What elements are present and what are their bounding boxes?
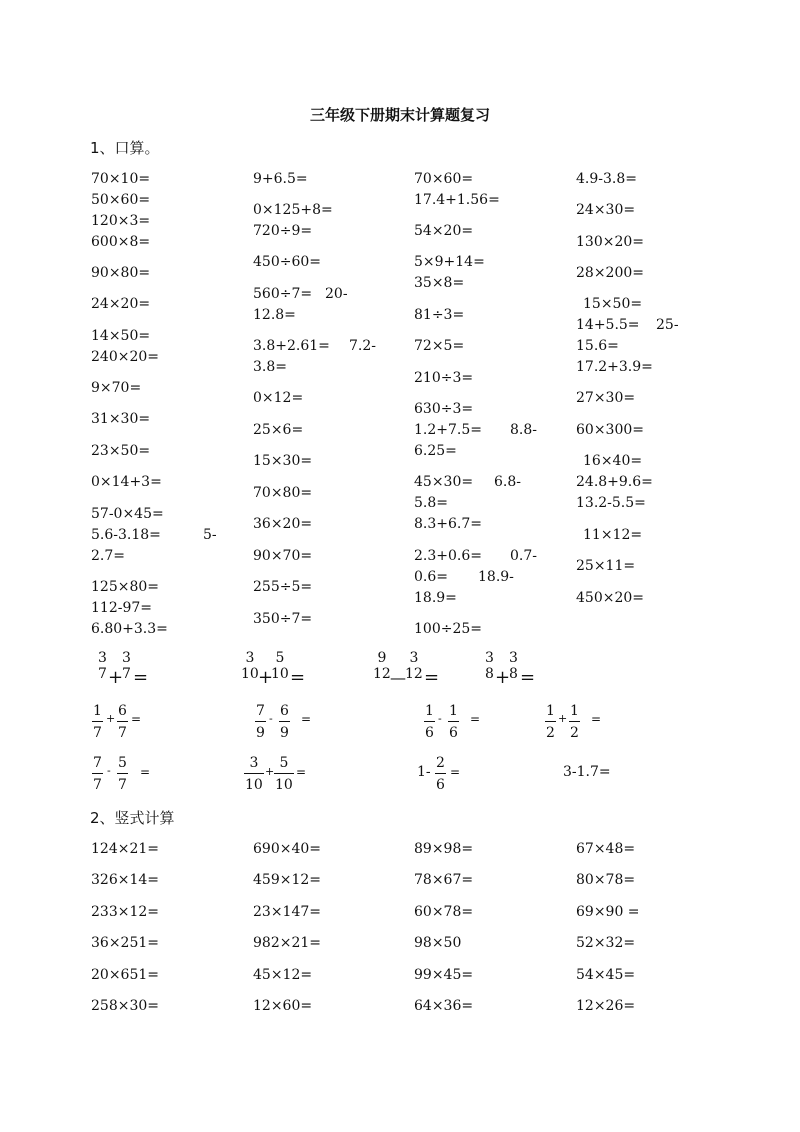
numerator: 7 [256,703,265,719]
problem: 67×48= [576,841,636,857]
problem: 31×30= [91,411,151,427]
operator: + [258,667,274,688]
denominator: 7 [93,777,102,793]
denominator: 9 [280,725,289,741]
problem: 112-97= [91,600,152,616]
denominator: 8 [509,666,518,682]
problem: 17.2+3.9= [576,359,653,375]
operator: + [265,765,275,778]
fraction [279,703,290,741]
problem: 78×67= [414,872,474,888]
denominator: 12 [405,666,423,682]
problem: 4.9-3.8= [576,171,637,187]
problem: 60×300= [576,422,644,438]
denominator: 7 [98,666,107,682]
problem: 89×98= [414,841,474,857]
problem: 5- [203,527,217,543]
section2-heading: 2、竖式计算 [90,809,175,827]
problem: 2.3+0.6= [414,548,482,564]
problem: 1.2+7.5= [414,422,482,438]
problem: 258×30= [91,998,159,1014]
problem: 233×12= [91,904,159,920]
fraction [545,703,556,741]
fraction [484,650,495,682]
numerator: 1 [93,703,102,719]
problem: 54×20= [414,223,474,239]
denominator: 6 [425,725,434,741]
problem: 70×10= [91,171,151,187]
problem: 720÷9= [253,223,313,239]
problem: 124×21= [91,841,159,857]
problem: 15×50= [583,296,643,312]
denominator: 2 [546,725,555,741]
problem: 3-1.7= [563,764,611,780]
numerator: 3 [122,650,131,666]
problem: 81÷3= [414,307,465,323]
problem: 14×50= [91,328,151,344]
equals-sign: = [470,712,481,726]
problem: 5.8= [414,495,448,511]
problem: 36×20= [253,516,313,532]
problem: 99×45= [414,967,474,983]
operator: 1- [417,764,431,780]
problem: 9+6.5= [253,171,308,187]
denominator: 8 [485,666,494,682]
numerator: 3 [485,650,494,666]
problem: 0×14+3= [91,474,162,490]
problem: 0×12= [253,390,304,406]
operator: + [495,667,511,688]
problem: 12×26= [576,998,636,1014]
problem: 52×32= [576,935,636,951]
fraction [274,755,294,793]
problem: 0.6= [414,569,448,585]
fraction [255,703,266,741]
problem: 36×251= [91,935,159,951]
numerator: 1 [570,703,579,719]
equals-sign: = [424,667,440,688]
problem: 690×40= [253,841,321,857]
problem: 14+5.5= [576,317,640,333]
operator: - [269,712,273,725]
problem: 90×80= [91,265,151,281]
problem: 125×80= [91,579,159,595]
problem: 69×90 = [576,904,640,920]
problem: 240×20= [91,349,159,365]
problem: 210÷3= [414,370,474,386]
equals-sign: = [296,765,307,779]
problem: 70×80= [253,485,313,501]
fraction [270,650,290,682]
operator: - [107,764,111,777]
page-title: 三年级下册期末计算题复习 [309,106,490,124]
problem: 7.2- [349,338,376,354]
operator: — [390,668,406,687]
problem: 5.6-3.18= [91,527,161,543]
operator: + [558,712,568,725]
numerator: 7 [93,755,102,771]
denominator: 10 [241,666,259,682]
problem: 50×60= [91,192,151,208]
problem: 3.8= [253,359,287,375]
problem: 23×147= [253,904,321,920]
problem: 255÷5= [253,579,313,595]
fraction [244,755,264,793]
equals-sign: = [301,712,312,726]
problem: 13.2-5.5= [576,495,646,511]
fraction [424,703,435,741]
denominator: 7 [122,666,131,682]
fraction [92,703,103,741]
problem: 0.7- [510,548,537,564]
problem: 98×50 [414,935,462,951]
denominator: 2 [570,725,579,741]
problem: 326×14= [91,872,159,888]
numerator: 6 [118,703,127,719]
problem: 12.8= [253,307,296,323]
numerator: 3 [98,650,107,666]
equals-sign: = [290,667,306,688]
problem: 450×20= [576,590,644,606]
problem: 3.8+2.61= [253,338,330,354]
problem: 15×30= [253,453,313,469]
problem: 54×45= [576,967,636,983]
problem: 100÷25= [414,621,482,637]
problem: 80×78= [576,872,636,888]
fraction [117,755,128,793]
numerator: 9 [377,650,387,666]
problem: 57-0×45= [91,506,164,522]
problem: 27×30= [576,390,636,406]
problem: 70×60= [414,171,474,187]
numerator: 1 [546,703,555,719]
problem: 24.8+9.6= [576,474,653,490]
numerator: 5 [275,650,285,666]
numerator: 3 [509,650,518,666]
fraction [508,650,519,682]
problem: 60×78= [414,904,474,920]
fraction [435,755,446,793]
problem: 64×36= [414,998,474,1014]
denominator: 7 [118,777,127,793]
problem: 45×12= [253,967,313,983]
problem: 2.7= [91,548,125,564]
problem: 0×125+8= [253,202,333,218]
numerator: 3 [245,650,255,666]
fraction [97,650,108,682]
problem: 72×5= [414,338,465,354]
problem: 6.80+3.3= [91,621,168,637]
problem: 28×200= [576,265,644,281]
fraction [240,650,260,682]
problem: 45×30= [414,474,474,490]
fraction [404,650,424,682]
operator: + [108,667,124,688]
problem: 982×21= [253,935,321,951]
equals-sign: = [520,667,536,688]
denominator: 9 [256,725,265,741]
denominator: 10 [275,777,293,793]
numerator: 6 [280,703,289,719]
problem: 11×12= [583,527,643,543]
operator: + [106,712,116,725]
problem: 120×3= [91,213,151,229]
numerator: 1 [449,703,458,719]
equals-sign: = [133,667,149,688]
problem: 25×6= [253,422,304,438]
operator: - [438,712,442,725]
problem: 560÷7= [253,286,313,302]
problem: 12×60= [253,998,313,1014]
problem: 8.8- [510,422,537,438]
problem: 25×11= [576,558,636,574]
denominator: 10 [245,777,263,793]
denominator: 6 [449,725,458,741]
problem: 24×30= [576,202,636,218]
numerator: 5 [118,755,127,771]
problem: 24×20= [91,296,151,312]
equals-sign: = [450,765,461,779]
problem: 15.6= [576,338,619,354]
problem: 20×651= [91,967,159,983]
problem: 35×8= [414,275,465,291]
problem: 600×8= [91,234,151,250]
fraction [121,650,132,682]
fraction [569,703,580,741]
numerator: 3 [249,755,259,771]
problem: 23×50= [91,443,151,459]
fraction [448,703,459,741]
problem: 17.4+1.56= [414,192,500,208]
problem: 16×40= [583,453,643,469]
problem: 5×9+14= [414,254,485,270]
problem: 90×70= [253,548,313,564]
numerator: 1 [425,703,434,719]
equals-sign: = [131,712,142,726]
problem: 18.9= [414,590,457,606]
problem: 8.3+6.7= [414,516,482,532]
problem: 20- [325,286,348,302]
denominator: 12 [373,666,391,682]
problem: 9×70= [91,380,142,396]
fraction [372,650,392,682]
problem: 6.25= [414,443,457,459]
fraction [117,703,128,741]
denominator: 7 [93,725,102,741]
problem: 459×12= [253,872,321,888]
section1-heading: 1、口算。 [90,139,160,157]
problem: 25- [656,317,679,333]
problem: 630÷3= [414,401,474,417]
problem: 6.8- [494,474,521,490]
numerator: 5 [279,755,289,771]
numerator: 3 [409,650,419,666]
problem: 350÷7= [253,611,313,627]
denominator: 10 [271,666,289,682]
problem: 130×20= [576,234,644,250]
fraction [92,755,103,793]
denominator: 7 [118,725,127,741]
problem: 450÷60= [253,254,321,270]
problem: 18.9- [478,569,514,585]
equals-sign: = [140,765,151,779]
denominator: 6 [436,777,445,793]
equals-sign: = [591,712,602,726]
numerator: 2 [436,755,445,771]
